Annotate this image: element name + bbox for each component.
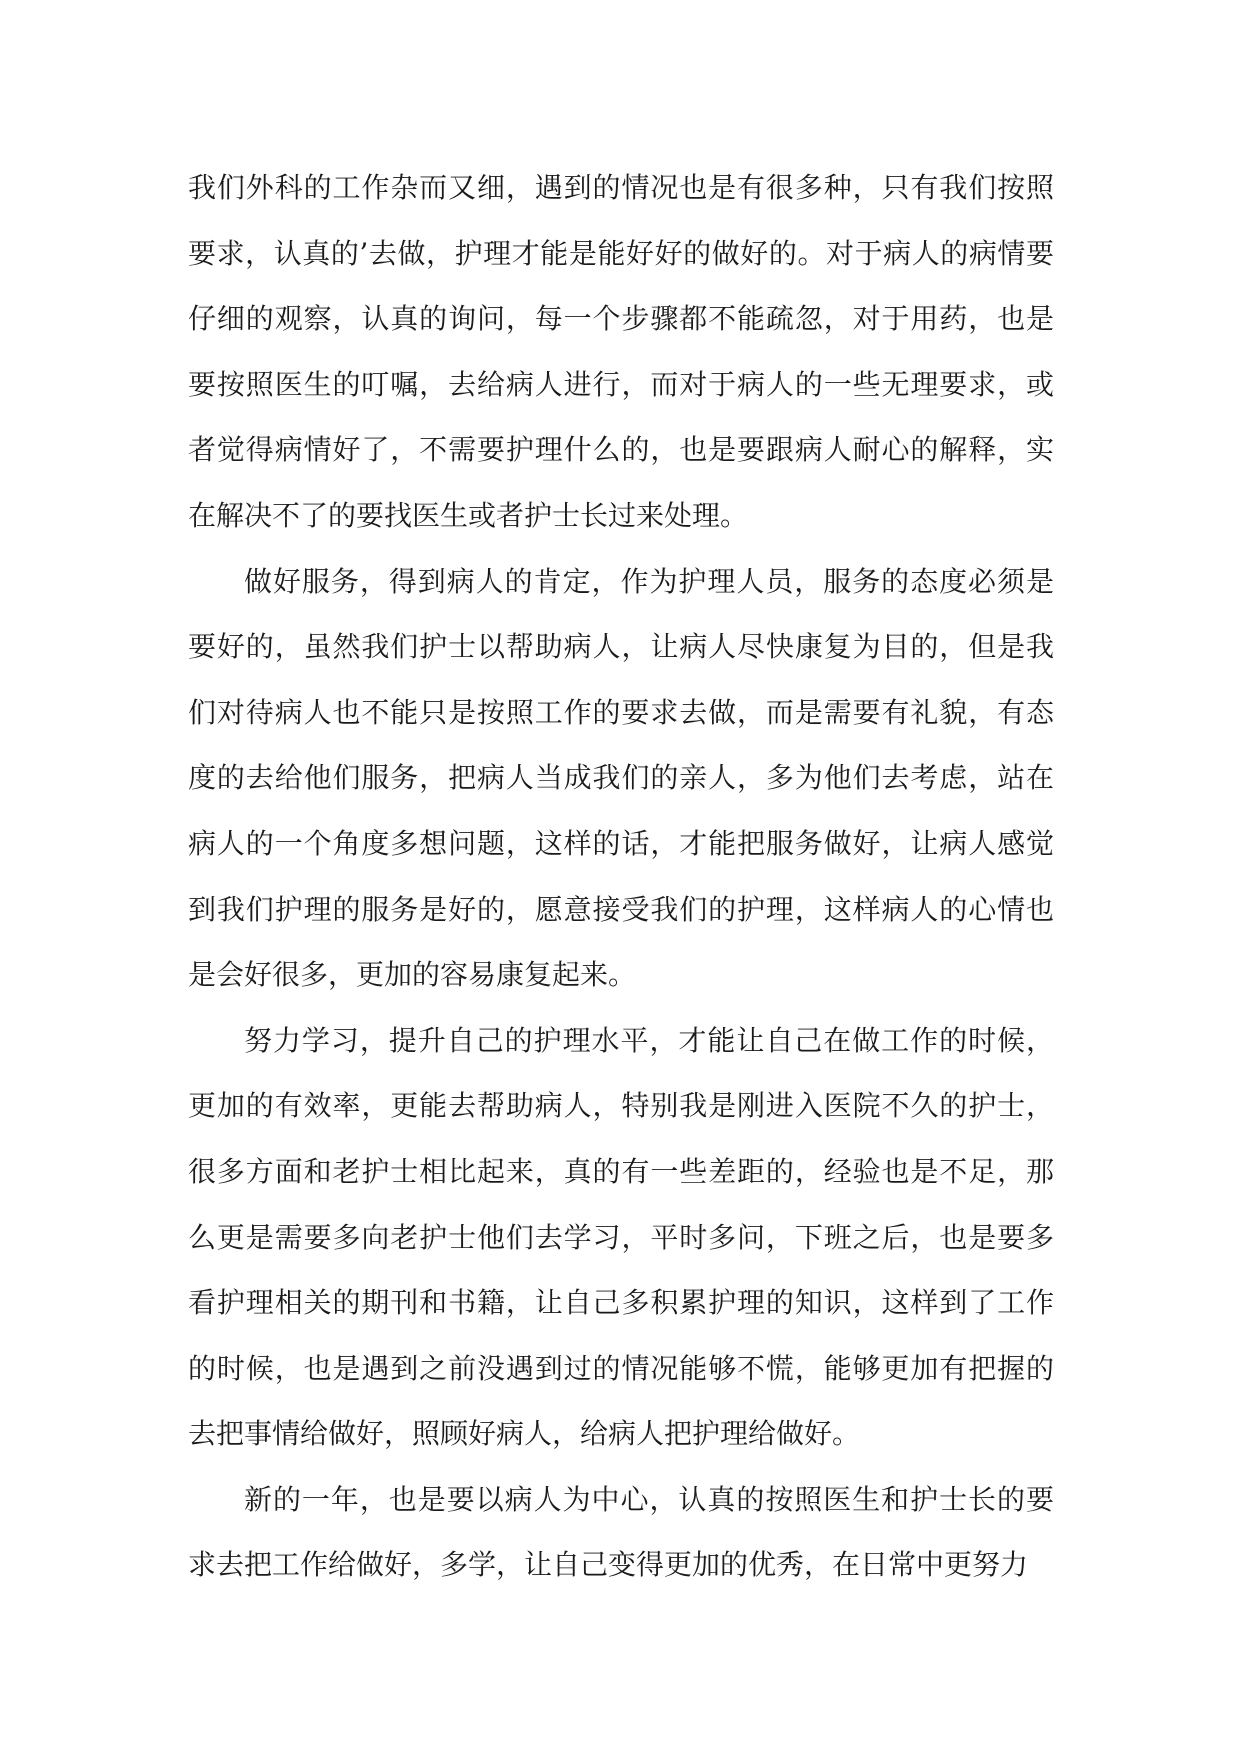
document-body [188, 155, 1054, 1598]
paragraph-3: 努力学习，提升自己的护理水平，才能让自己在做工作的时候，更加的有效率，更能去帮助病人，特别我是刚进入医院不久的护士，很多方面和老护士相比起来，真的有一些差距的，经验也是不足，那么更是需要多向老护士他们去学习，平时多问，下班之后，也是要多看护理相关的期刊和书籍，让自己多积累护理的知识，这样到了工作的时候，也是遇到之前没遇到过的情况能够不慌，能够更加有把握的去把事情给做好，照顾好病人，给病人把护理给做好。 [188, 1023, 1054, 1451]
paragraph-2: 做好服务，得到病人的肯定，作为护理人员，服务的态度必须是要好的，虽然我们护士以帮助病人，让病人尽快康复为目的，但是我们对待病人也不能只是按照工作的要求去做，而是需要有礼貌，有态度的去给他们服务，把病人当成我们的亲人，多为他们去考虑，站在病人的一个角度多想问题，这样的话，才能把服务做好，让病人感觉到我们护理的服务是好的，愿意接受我们的护理，这样病人的心情也是会好很多，更加的容易康复起来。 [188, 564, 1054, 992]
paragraph-1: 我们外科的工作杂而又细，遇到的情况也是有很多种，只有我们按照要求，认真的’去做，护理才能是能好好的做好的。对于病人的病情要仔细的观察，认真的询问，每一个步骤都不能疏忽，对于用药，也是要按照医生的叮嘱，去给病人进行，而对于病人的一些无理要求，或者觉得病情好了，不需要护理什么的，也是要跟病人耐心的解释，实在解决不了的要找医生或者护士长过来处理。 [188, 171, 1054, 532]
paragraph-4: 新的一年，也是要以病人为中心，认真的按照医生和护士长的要求去把工作给做好，多学，让自己变得更加的优秀，在日常中更努力 [188, 1482, 1054, 1582]
